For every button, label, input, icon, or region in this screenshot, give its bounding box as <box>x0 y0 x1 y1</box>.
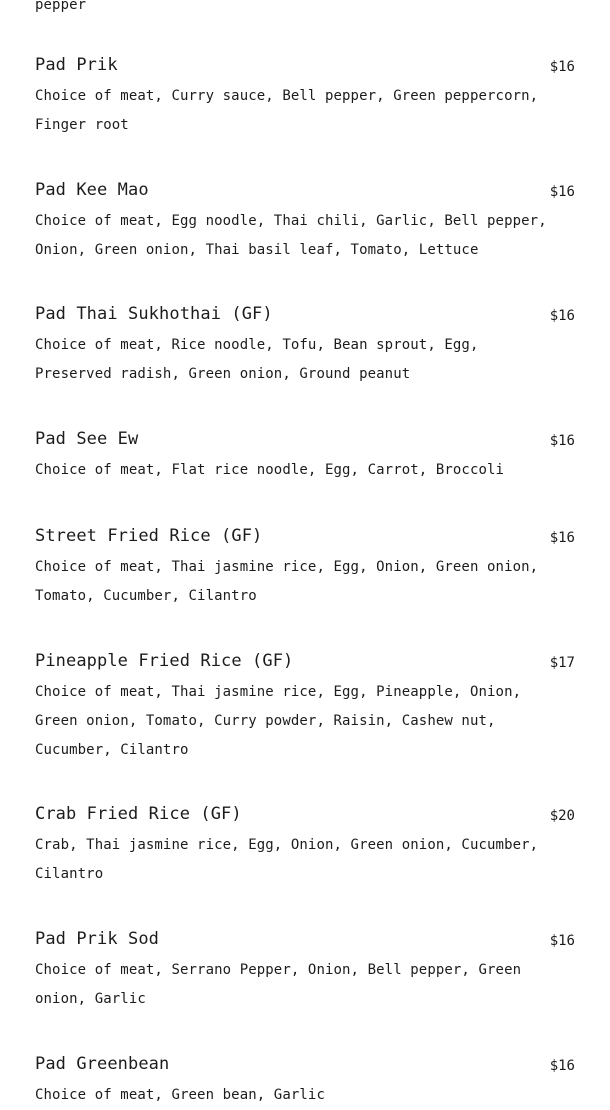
description-line: Preserved radish, Green onion, Ground peanut <box>35 366 411 382</box>
menu-item-name: Pineapple Fried Rice (GF) <box>35 651 294 671</box>
description-line: Choice of meat, Green bean, Garlic <box>35 1087 325 1103</box>
menu-item-name: Crab Fried Rice (GF) <box>35 804 242 824</box>
menu-item-header <box>35 523 575 549</box>
description-line: Choice of meat, Egg noodle, Thai chili, Garlic, Bell pepper, <box>35 213 547 229</box>
menu-item <box>35 801 575 889</box>
menu-item-name: Pad Prik Sod <box>35 929 160 949</box>
menu-item-description <box>35 956 525 1014</box>
menu-item-header <box>35 1051 575 1077</box>
previous-item-description-tail: pepper <box>35 0 87 13</box>
menu-item-name: Street Fried Rice (GF) <box>35 526 263 546</box>
menu-item-description <box>35 207 547 265</box>
menu-item-description <box>35 831 539 889</box>
menu-item-price: $16 <box>549 308 575 324</box>
menu-item-header <box>35 301 575 327</box>
menu-item-header <box>35 426 575 452</box>
description-line: Choice of meat, Rice noodle, Tofu, Bean sprout, Egg, <box>35 337 479 353</box>
menu-item-description <box>35 678 525 765</box>
menu-item-price: $16 <box>549 530 575 546</box>
menu-item-price: $16 <box>549 184 575 200</box>
description-line: Green onion, Tomato, Curry powder, Raisin, Cashew nut, <box>35 713 496 729</box>
menu-item <box>35 648 575 765</box>
description-line: Cucumber, Cilantro <box>35 742 189 758</box>
menu-item-header <box>35 52 575 78</box>
description-line: Tomato, Cucumber, Cilantro <box>35 588 257 604</box>
description-line: Choice of meat, Thai jasmine rice, Egg, Pineapple, Onion, <box>35 684 522 700</box>
menu-item <box>35 523 575 611</box>
description-line: onion, Garlic <box>35 991 146 1007</box>
menu-item <box>35 926 575 1014</box>
menu-item-name: Pad Greenbean <box>35 1054 170 1074</box>
description-line: Onion, Green onion, Thai basil leaf, Tomato, Lettuce <box>35 242 479 258</box>
menu-item-price: $20 <box>549 808 575 824</box>
menu-item-price: $16 <box>549 1058 575 1074</box>
menu-item-description <box>35 331 525 389</box>
menu-item-name: Pad Kee Mao <box>35 180 149 200</box>
description-line: Choice of meat, Serrano Pepper, Onion, Bell pepper, Green <box>35 962 522 978</box>
menu-item-name: Pad See Ew <box>35 429 139 449</box>
description-line: Finger root <box>35 117 129 133</box>
menu-item <box>35 301 575 389</box>
description-line: Cilantro <box>35 866 104 882</box>
menu-item-header <box>35 801 575 827</box>
menu-item-description <box>35 1081 525 1110</box>
menu-item-price: $16 <box>549 933 575 949</box>
menu-item-header <box>35 648 575 674</box>
description-line: Crab, Thai jasmine rice, Egg, Onion, Green onion, Cucumber, <box>35 837 539 853</box>
menu-item-name: Pad Prik <box>35 55 118 75</box>
menu-item-description <box>35 82 539 140</box>
menu-item-price: $16 <box>549 59 575 75</box>
menu-item-price: $16 <box>549 433 575 449</box>
description-line: Choice of meat, Flat rice noodle, Egg, Carrot, Broccoli <box>35 462 505 478</box>
menu-item-header <box>35 177 575 203</box>
menu-item-price: $17 <box>549 655 575 671</box>
menu-item <box>35 426 575 485</box>
menu-item <box>35 177 575 265</box>
menu-item-description <box>35 456 525 485</box>
menu-item <box>35 1051 575 1110</box>
description-line: Choice of meat, Curry sauce, Bell pepper, Green peppercorn, <box>35 88 539 104</box>
menu-item-description <box>35 553 539 611</box>
menu-item <box>35 52 575 140</box>
menu-item-name: Pad Thai Sukhothai (GF) <box>35 304 273 324</box>
description-line: Choice of meat, Thai jasmine rice, Egg, Onion, Green onion, <box>35 559 539 575</box>
menu-item-header <box>35 926 575 952</box>
